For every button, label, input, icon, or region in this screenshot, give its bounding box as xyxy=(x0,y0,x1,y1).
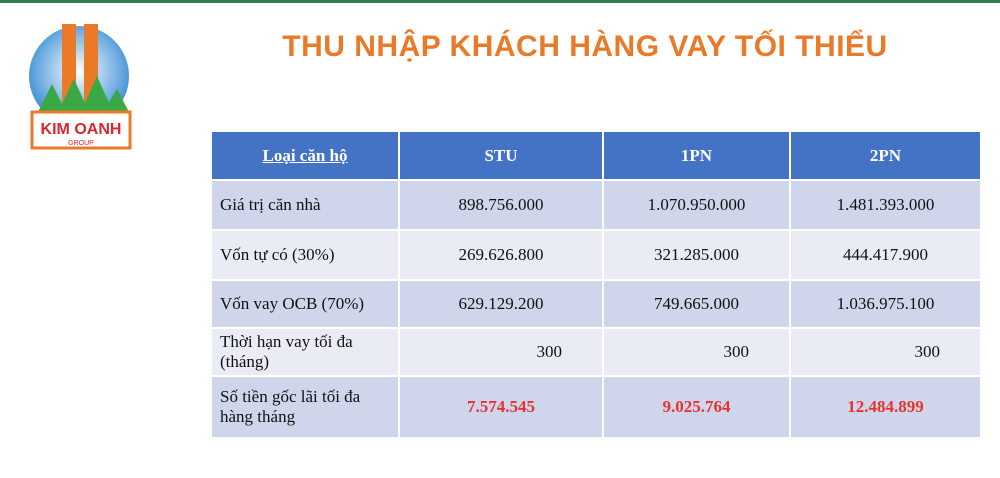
row-label: Giá trị căn nhà xyxy=(211,180,399,230)
row-label: Vốn tự có (30%) xyxy=(211,230,399,280)
cell-2pn: 444.417.900 xyxy=(790,230,981,280)
row-label: Thời hạn vay tối đa (tháng) xyxy=(211,328,399,376)
table-header-row xyxy=(211,131,981,180)
income-table xyxy=(210,130,982,439)
cell-2pn: 300 xyxy=(790,328,981,376)
row-label: Số tiền gốc lãi tối đa hàng tháng xyxy=(211,376,399,438)
table-row xyxy=(211,180,981,230)
cell-stu: 898.756.000 xyxy=(399,180,603,230)
cell-1pn: 321.285.000 xyxy=(603,230,790,280)
top-accent-bar xyxy=(0,0,1000,3)
cell-1pn: 1.070.950.000 xyxy=(603,180,790,230)
cell-2pn: 12.484.899 xyxy=(790,376,981,438)
cell-1pn: 9.025.764 xyxy=(603,376,790,438)
cell-stu: 7.574.545 xyxy=(399,376,603,438)
table-row xyxy=(211,280,981,328)
cell-stu: 629.129.200 xyxy=(399,280,603,328)
svg-text:KIM OANH: KIM OANH xyxy=(40,121,122,138)
cell-1pn: 300 xyxy=(603,328,790,376)
cell-stu: 269.626.800 xyxy=(399,230,603,280)
table-row xyxy=(211,376,981,438)
svg-text:GROUP: GROUP xyxy=(68,140,94,147)
row-label: Vốn vay OCB (70%) xyxy=(211,280,399,328)
cell-stu: 300 xyxy=(399,328,603,376)
table-row xyxy=(211,328,981,376)
header-stu: STU xyxy=(399,131,603,180)
table-row xyxy=(211,230,981,280)
header-1pn: 1PN xyxy=(603,131,790,180)
header-apartment-type: Loại căn hộ xyxy=(211,131,399,180)
slide-title: THU NHẬP KHÁCH HÀNG VAY TỐI THIỂU xyxy=(282,30,888,63)
cell-2pn: 1.481.393.000 xyxy=(790,180,981,230)
cell-2pn: 1.036.975.100 xyxy=(790,280,981,328)
kim-oanh-logo xyxy=(22,14,140,154)
cell-1pn: 749.665.000 xyxy=(603,280,790,328)
header-2pn: 2PN xyxy=(790,131,981,180)
